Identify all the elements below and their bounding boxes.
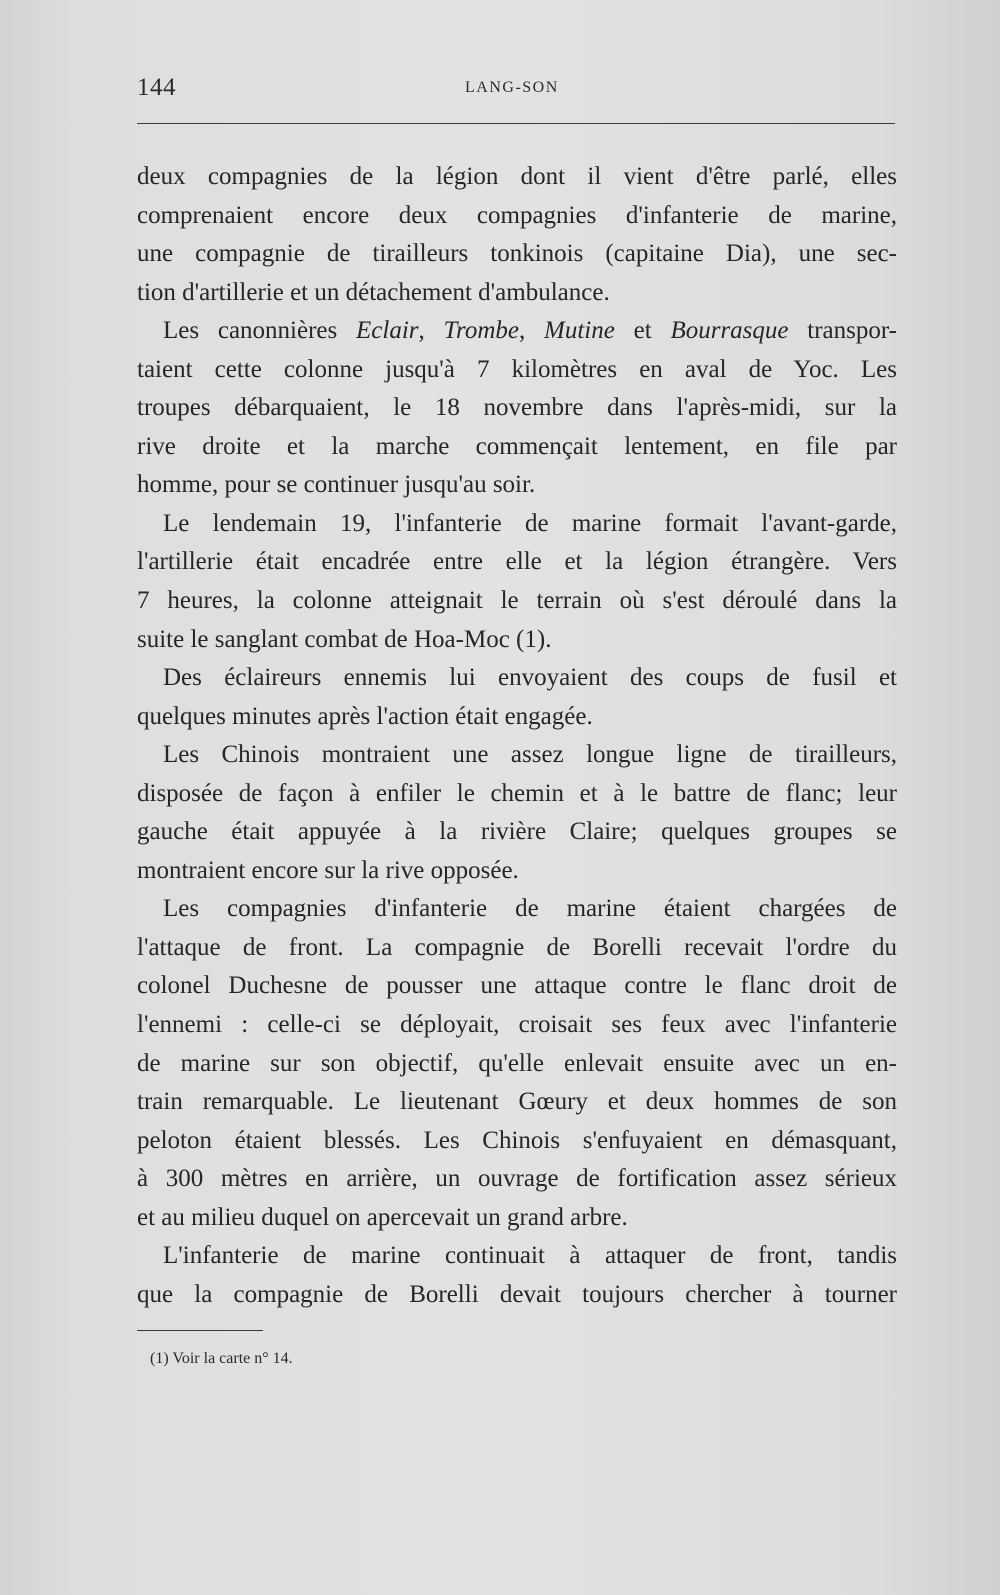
text-fragment: transpor-	[788, 317, 898, 345]
text-line: deux compagnies de la légion dont il vient d'être parlé, elles	[137, 163, 897, 190]
text-line: tion d'artillerie et un détachement d'ambulance.	[137, 278, 610, 306]
footnote: (1) Voir la carte n° 14.	[150, 1350, 293, 1367]
text-line: 7 heures, la colonne atteignait le terrain où s'est déroulé dans la	[137, 587, 897, 615]
text-line: disposée de façon à enfiler le chemin et à le battre de flanc; leur	[137, 779, 897, 807]
text-line: quelques minutes après l'action était engagée.	[137, 702, 593, 730]
running-title: LANG-SON	[465, 79, 559, 96]
text-line-gunboats	[137, 312, 897, 351]
page-number: 144	[137, 74, 176, 101]
text-fragment: Les canonnières	[163, 317, 357, 345]
text-line: que la compagnie de Borelli devait toujours chercher à tourner	[137, 1280, 897, 1308]
text-line: Le lendemain 19, l'infanterie de marine formait l'avant-garde,	[163, 509, 897, 537]
text-line: rive droite et la marche commençait lentement, en file par	[137, 432, 897, 460]
text-line: à 300 mètres en arrière, un ouvrage de fortification assez sérieux	[137, 1165, 897, 1193]
ship-name: Bourrasque	[670, 317, 789, 345]
text-line: Les Chinois montraient une assez longue ligne de tirailleurs,	[163, 741, 897, 769]
ship-name: Trombe	[443, 317, 520, 345]
text-line: colonel Duchesne de pousser une attaque contre le flanc droit de	[137, 972, 897, 1000]
text-line: l'ennemi : celle-ci se déployait, croisait ses feux avec l'infanterie	[137, 1011, 897, 1039]
text-line: l'attaque de front. La compagnie de Borelli recevait l'ordre du	[137, 933, 897, 961]
ship-name: Mutine	[544, 317, 615, 345]
text-fragment: ,	[418, 317, 444, 345]
text-line: homme, pour se continuer jusqu'au soir.	[137, 471, 536, 499]
text-line: et au milieu duquel on apercevait un grand arbre.	[137, 1203, 628, 1231]
running-head	[137, 74, 897, 104]
text-line: l'artillerie était encadrée entre elle et la légion étrangère. Vers	[137, 548, 897, 576]
text-fragment: ,	[519, 317, 545, 345]
footnote-rule	[137, 1330, 263, 1331]
body-text	[137, 158, 897, 1314]
text-line: train remarquable. Le lieutenant Gœury et deux hommes de son	[137, 1088, 897, 1116]
text-line: Les compagnies d'infanterie de marine étaient chargées de	[163, 895, 897, 923]
text-line: Des éclaireurs ennemis lui envoyaient des coups de fusil et	[163, 664, 897, 692]
text-line: de marine sur son objectif, qu'elle enlevait ensuite avec un en-	[137, 1049, 897, 1077]
header-rule	[137, 123, 895, 124]
text-line: peloton étaient blessés. Les Chinois s'enfuyaient en démasquant,	[137, 1126, 897, 1154]
text-line: comprenaient encore deux compagnies d'infanterie de marine,	[137, 201, 897, 229]
ship-name: Eclair	[356, 317, 419, 345]
text-fragment: et	[614, 317, 671, 345]
text-line: L'infanterie de marine continuait à attaquer de front, tandis	[163, 1242, 897, 1270]
text-line: suite le sanglant combat de Hoa-Moc (1).	[137, 625, 552, 653]
text-line: montraient encore sur la rive opposée.	[137, 856, 519, 884]
text-line: taient cette colonne jusqu'à 7 kilomètres en aval de Yoc. Les	[137, 355, 897, 383]
text-line: troupes débarquaient, le 18 novembre dans l'après-midi, sur la	[137, 394, 897, 422]
text-line: gauche était appuyée à la rivière Claire; quelques groupes se	[137, 818, 897, 846]
text-line: une compagnie de tirailleurs tonkinois (capitaine Dia), une sec-	[137, 240, 897, 268]
